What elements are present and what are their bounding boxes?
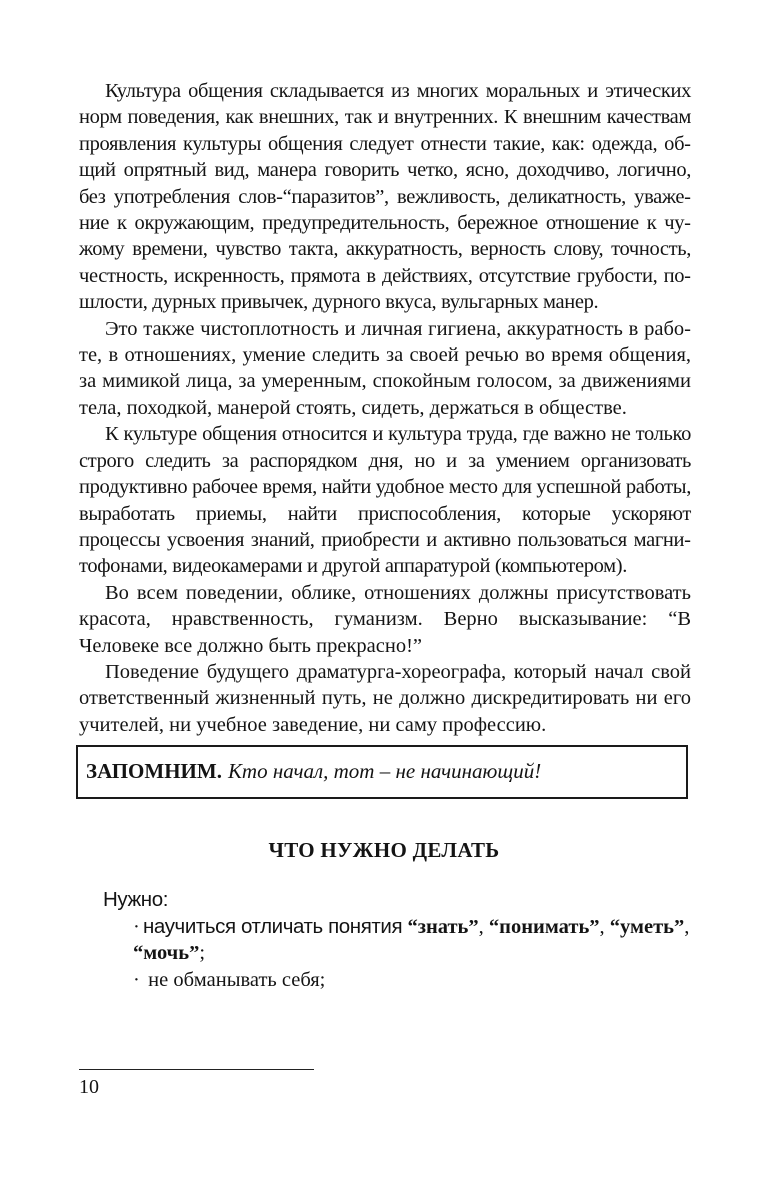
remember-dot: . <box>216 759 222 783</box>
body-text <box>79 78 691 738</box>
term-understand: “понимать” <box>488 916 600 938</box>
footnote-divider <box>79 1069 314 1070</box>
section-title: ЧТО НУЖНО ДЕЛАТЬ <box>268 838 500 862</box>
term-separator: , <box>478 916 489 938</box>
list-item-end: ; <box>199 942 206 965</box>
paragraph-1: Культура общения складывается из многих моральных и этических норм поведения, как внешних, так и внутренних. К внешним качествам проявления культуры общения следует отнести такие, как: одежда, общий опрятный вид, манера говорить четко, ясно, доходчиво, логично, без употребления слов-“паразитов”, вежливость, деликатность, уважение к окружающим, предупредительность, бережное отношение к чужому времени, чувство такта, аккуратность, верность слову, точность, честность, искренность, прямота в действиях, отсутствие грубости, пошлости, дурных привычек, дурного вкуса, вульгарных манер. <box>79 80 691 314</box>
list-item <box>133 967 693 993</box>
list-item-text: не обманывать себя; <box>143 968 326 991</box>
paragraph-5: Поведение будущего драматурга-хореографа, который начал свой ответственный жизненный путь, не должно дискредитировать ни его учителей, ни учебное заведение, ни саму профессию. <box>79 660 691 736</box>
paragraph-2: Это также чистоплотность и личная гигиена, аккуратность в работе, в отношениях, умение следить за своей речью во время общения, за мимикой лица, за умеренным, спокойным голосом, за движениями тела, походкой, манерой стоять, сидеть, держаться в обществе. <box>79 317 691 419</box>
term-can: “уметь” <box>609 916 685 938</box>
remember-label: ЗАПОМНИМ <box>86 759 217 783</box>
term-know: “знать” <box>407 916 479 938</box>
page-number: 10 <box>79 1076 99 1098</box>
paragraph-4: Во всем поведении, облике, отношениях должны присутствовать красота, нравственность, гуманизм. Верно высказывание: “В Человеке все должно быть прекрасно!” <box>79 581 691 657</box>
bullet-icon: · <box>133 916 140 938</box>
term-able: “мочь” <box>133 942 200 965</box>
need-label: Нужно: <box>103 888 169 911</box>
remember-quote: Кто начал, тот – не начинающий! <box>227 759 542 783</box>
todo-list <box>133 914 693 993</box>
remember-box <box>76 745 688 799</box>
term-separator: , <box>599 916 610 938</box>
bullet-icon: · <box>133 968 140 991</box>
term-separator: , <box>684 916 690 938</box>
paragraph-3: К культуре общения относится и культура труда, где важно не только строго следить за распорядком дня, но и за умением организовать продуктивно рабочее время, найти удобное место для успешной работы, выработать приемы, найти приспособления, которые ускоряют процессы усвоения знаний, приобрести и активно пользоваться магнитофонами, видеокамерами и другой аппаратурой (компьютером). <box>79 423 691 578</box>
list-item-text: научиться отличать понятия <box>143 915 408 938</box>
list-item <box>133 914 693 967</box>
